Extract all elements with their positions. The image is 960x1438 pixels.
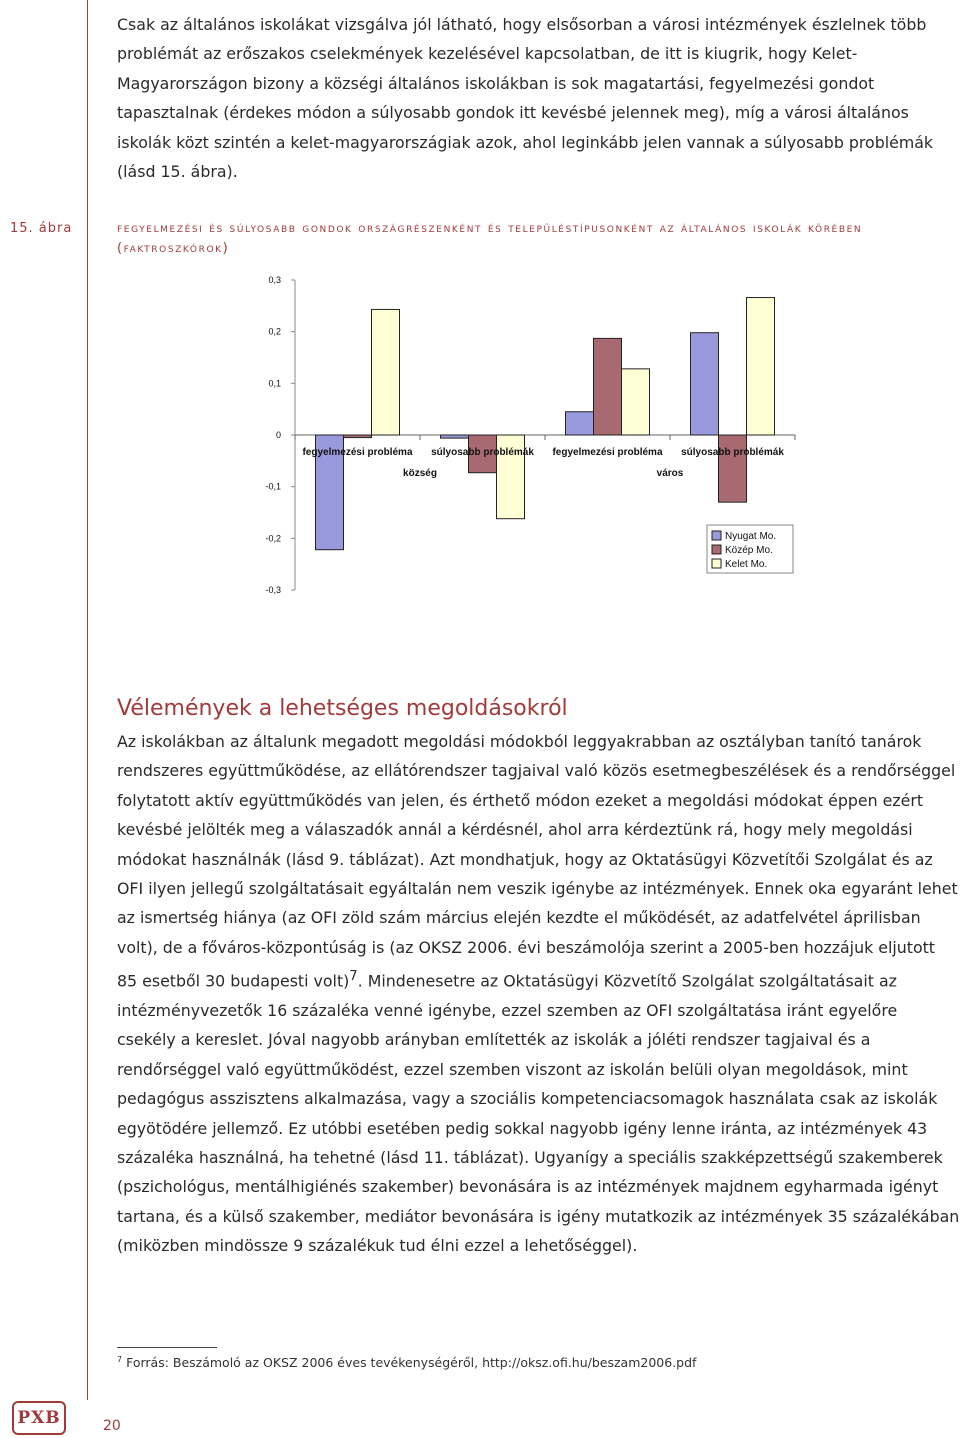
- group-label: város: [656, 468, 684, 479]
- bar-1-4: [691, 333, 719, 435]
- intro-paragraph: Csak az általános iskolákat vizsgálva jól látható, hogy elsősorban a városi intézmények észlelnek több problémát az erőszakos cselekmények kezelésével kapcsolatban, de itt is kiugrik, hogy Kelet-Magyarországon bizony a községi általános iskolákban is sok magatartási, fegyelmezési gondot tapasztalnak (érdekes módon a súlyosabb gondok itt kevésbé jelennek meg), míg a városi általános iskolák közt szintén a kelet-magyarországiak azok, ahol leginkább jelen vannak a súlyosabb problémák (lásd 15. ábra).: [117, 15, 934, 182]
- publisher-logo: PXB: [12, 1401, 66, 1435]
- category-label: súlyosabb problémák: [431, 447, 534, 458]
- figure-caption: fegyelmezési és súlyosabb gondok országrészenként és településtípusonként az általános iskolák körében (faktroszkórok): [117, 221, 863, 256]
- body-text-part1: Az iskolákban az általunk megadott megoldási módokból leggyakrabban az osztályban tanító tanárok rendszeres együttműködése, az ellátórendszer tagjaival való közös esetmegbeszélések és a rendőrséggel folytatott aktív együttműködés van jelen, és érthető módon ezeket a megoldási módokat éppen ezért kevésbé jelölték meg a válaszadók annál a kérdésnél, ahol arra kérdeztünk rá, hogy mely megoldási módokat használnák (lásd 9. táblázat). Azt mondhatjuk, hogy az Oktatásügyi Közvetítői Szolgálat és az OFI ilyen jellegű szolgáltatásait egyáltalán nem veszik igénybe az intézmények. Ennek oka egyaránt lehet az ismertség hiánya (az OFI zöld szám március elején kezdte el működését, az adatfelvétel áprilisban volt), de a főváros-központúság is (az OKSZ 2006. évi beszámolója szerint a 2005-ben hozzájuk eljutott 85 esetből 30 budapesti volt): [117, 732, 958, 991]
- footnote-number: 7: [117, 1355, 123, 1364]
- bar-3-1: [372, 309, 400, 435]
- figure-number: 15. ábra: [10, 221, 73, 236]
- footnote-divider: [117, 1347, 217, 1348]
- bar-3-4: [747, 298, 775, 435]
- category-label: fegyelmezési probléma: [552, 447, 663, 458]
- legend-swatch: [712, 531, 721, 540]
- legend-label: Kelet Mo.: [725, 559, 768, 570]
- y-tick-label: 0,3: [268, 275, 281, 285]
- y-tick-label: 0,2: [268, 326, 281, 337]
- category-label: fegyelmezési probléma: [302, 447, 413, 458]
- bar-1-3: [566, 412, 594, 435]
- section-title: Vélemények a lehetséges megoldásokról: [117, 696, 568, 721]
- bar-1-2: [441, 435, 469, 438]
- legend-swatch: [712, 559, 721, 568]
- legend-label: Közép Mo.: [725, 545, 773, 556]
- y-tick-label: -0,3: [265, 585, 281, 595]
- page-number: 20: [103, 1418, 121, 1434]
- section-body: [117, 727, 960, 1261]
- legend-swatch: [712, 545, 721, 554]
- category-label: súlyosabb problémák: [681, 447, 784, 458]
- bar-2-3: [594, 338, 622, 435]
- footnote-ref[interactable]: 7: [349, 969, 358, 985]
- legend-label: Nyugat Mo.: [725, 531, 777, 542]
- y-tick-label: 0,1: [268, 378, 281, 389]
- bar-2-4: [719, 435, 747, 502]
- footnote-text: Forrás: Beszámoló az OKSZ 2006 éves tevékenységéről, http://oksz.ofi.hu/beszam2006.pdf: [126, 1355, 697, 1371]
- margin-rule: [87, 0, 88, 1400]
- y-tick-label: -0,1: [265, 481, 281, 492]
- bar-2-1: [344, 435, 372, 438]
- body-text-part2: . Mindenesetre az Oktatásügyi Közvetítő Szolgálat szolgáltatásait az intézményvezetők 16 százaléka venné igénybe, ezzel szemben az OFI szolgáltatása iránt egyelőre csekély a kereslet. Jóval nagyobb arányban említették az iskolák a jóléti rendszer tagjaival és a rendőrséggel való együttműködést, ezzel szemben viszont az iskolán belüli olyan megoldások, mint pedagógus asszisztens alkalmazása, vagy a szociális kompetenciacsomagok használata csak az iskolák egyötödére jellemző. Ez utóbbi esetében pedig sokkal nagyobb igény lenne iránta, az intézmények 43 százaléka használná, ha tehetné (lásd 11. táblázat). Ugyanígy a speciális szakképzettségű szakemberek (pszichológus, mentálhigiénés szakember) bevonására is az intézmények majdnem egyharmada igényt tartana, és a külső szakember, mediátor bevonására is igény mutatkozik az intézmények 35 százalékában (miközben mindössze 9 százalékuk tud élni ezzel a lehetőséggel).: [117, 971, 960, 1256]
- footnote: [117, 1355, 696, 1370]
- bar-chart: [240, 270, 800, 600]
- y-tick-label: -0,2: [265, 533, 281, 544]
- y-tick-label: 0: [275, 430, 281, 440]
- bar-3-3: [622, 369, 650, 435]
- group-label: község: [403, 468, 437, 479]
